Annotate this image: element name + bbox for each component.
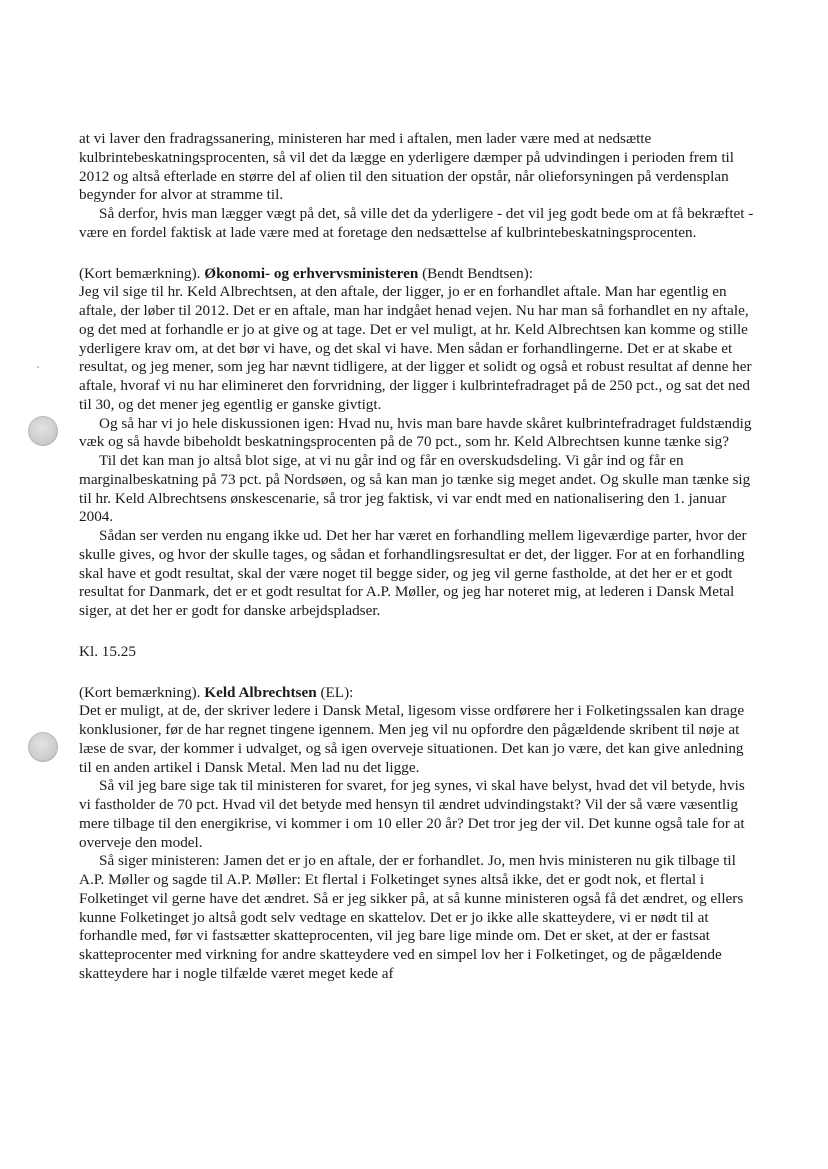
paragraph: Så vil jeg bare sige tak til ministeren for svaret, for jeg synes, vi skal have belyst, hvad det vil betyde, hvis vi fastholder de 70 pct. Hvad vil det betyde med hensyn til ændret udvindingstakt? Vil der så være væsentlig mere tilbage til den energikrise, vi kommer i om 10 eller 20 år? Det tror jeg der vil. Det kunne også tale for at overveje den model.	[79, 777, 745, 851]
paragraph: Til det kan man jo altså blot sige, at vi nu går ind og får en overskudsdeling. Vi går ind og får en marginalbeskatning på 73 pct. på Nordsøen, og så kan man jo tænke sig meget andet. Og skulle man tænke sig til hr. Keld Albrechtsens ønskescenarie, så tror jeg faktisk, vi var endt med en nationalisering den 1. januar 2004.	[79, 452, 751, 526]
paragraph: Sådan ser verden nu engang ikke ud. Det her har været en forhandling mellem ligeværdige parter, hvor der skulle gives, og hvor der skulle tages, og sådan et forhandlingsresultat er det, der ligger. For at en forhandling skal have et godt resultat, skal der være noget til begge sider, og jeg vil gerne fastholde, at det her er et godt resultat for Danmark, det er et godt resultat for A.P. Møller, og jeg har noteret mig, at lederen i Dansk Metal siger, at det her er godt for danske arbejdspladser.	[79, 527, 747, 619]
time-stamp: Kl. 15.25	[79, 642, 136, 660]
speaker-name: Keld Albrechtsen	[204, 683, 317, 701]
spacer	[79, 621, 759, 643]
remark-prefix: (Kort bemærkning).	[79, 683, 205, 701]
speaker-suffix: (Bendt Bendtsen):	[418, 264, 534, 282]
spacer	[79, 243, 759, 265]
document-body	[79, 130, 759, 984]
paragraph: Så derfor, hvis man lægger vægt på det, så ville det da yderligere - det vil jeg godt bede om at få bekræftet - være en fordel faktisk at lade være med at foretage den nedsættelse af kulbrintebeskatningsprocenten.	[79, 205, 754, 241]
punch-hole-lower	[28, 732, 58, 762]
speaker-line	[79, 265, 759, 284]
remark-prefix: (Kort bemærkning).	[79, 264, 205, 282]
punch-hole-upper	[28, 416, 58, 446]
spacer	[79, 662, 759, 684]
paragraph: at vi laver den fradragssanering, ministeren har med i aftalen, men lader være med at nedsætte kulbrintebeskatningsprocenten, så vil det da lægge en yderligere dæmper på udvindingen i perioden frem til 2012 og altså efterlade en større del af olien til den situation der opstår, når olieforsyningen på verdensplan begynder for alvor at stramme til.	[79, 130, 734, 204]
paragraph: Så siger ministeren: Jamen det er jo en aftale, der er forhandlet. Jo, men hvis ministeren nu gik tilbage til A.P. Møller og sagde til A.P. Møller: Et flertal i Folketinget synes altså ikke, det er godt nok, et flertal i Folketinget vil gerne have det ændret. Så er jeg sikker på, at så kunne ministeren også få det ændret, og ellers kunne Folketinget jo altså godt selv vedtage en skattelov. Det er jo ikke alle skatteydere, vi er nødt til at forhandle med, før vi fastsætter skatteprocenten, vil jeg bare lige minde om. Det er sket, at der er fastsat skatteprocenter med virkning for andre skatteydere ved en simpel lov her i Folketinget, og de pågældende skatteydere har i nogle tilfælde været meget kede af	[79, 852, 744, 982]
paragraph: Det er muligt, at de, der skriver ledere i Dansk Metal, ligesom visse ordførere her i Folketingssalen kan drage konklusioner, før de har regnet tingene igennem. Men jeg vil nu opfordre den pågældende skribent til nøje at læse de svar, der kommer i udvalget, og så igen overveje situationen. Det kan jo være, det kan give anledning til en anden artikel i Dansk Metal. Men lad nu det ligge.	[79, 702, 745, 776]
paragraph: Og så har vi jo hele diskussionen igen: Hvad nu, hvis man bare havde skåret kulbrintefradraget fuldstændig væk og så havde bibeholdt beskatningsprocenten på de 70 pct., som hr. Keld Albrechtsen kunne tænke sig?	[79, 414, 752, 451]
speaker-name: Økonomi- og erhvervsministeren	[204, 264, 419, 282]
speaker-suffix: (EL):	[316, 683, 354, 701]
scan-speck	[37, 366, 39, 368]
speaker-line	[79, 684, 759, 703]
paragraph: Jeg vil sige til hr. Keld Albrechtsen, at den aftale, der ligger, jo er en forhandlet aftale. Man har egentlig en aftale, der løber til 2012. Det er en aftale, man har indgået henad vejen. Nu har man så forhandlet en ny aftale, og det med at forhandle er jo at give og at tage. Det er vel muligt, at hr. Keld Albrechtsen kan komme og stille yderligere krav om, at det bør vi have, og det skal vi have. Men sådan er forhandlingerne. Det er at skabe et resultat, og jeg mener, som jeg har nævnt tidligere, at der ligger et solidt og også et robust resultat af denne her aftale, hvoraf vi nu har elimineret den forvridning, der ligger i kulbrintefradraget på de 250 pct., og sat det ned til 30, og det mener jeg egentlig er ganske givtigt.	[79, 283, 752, 413]
